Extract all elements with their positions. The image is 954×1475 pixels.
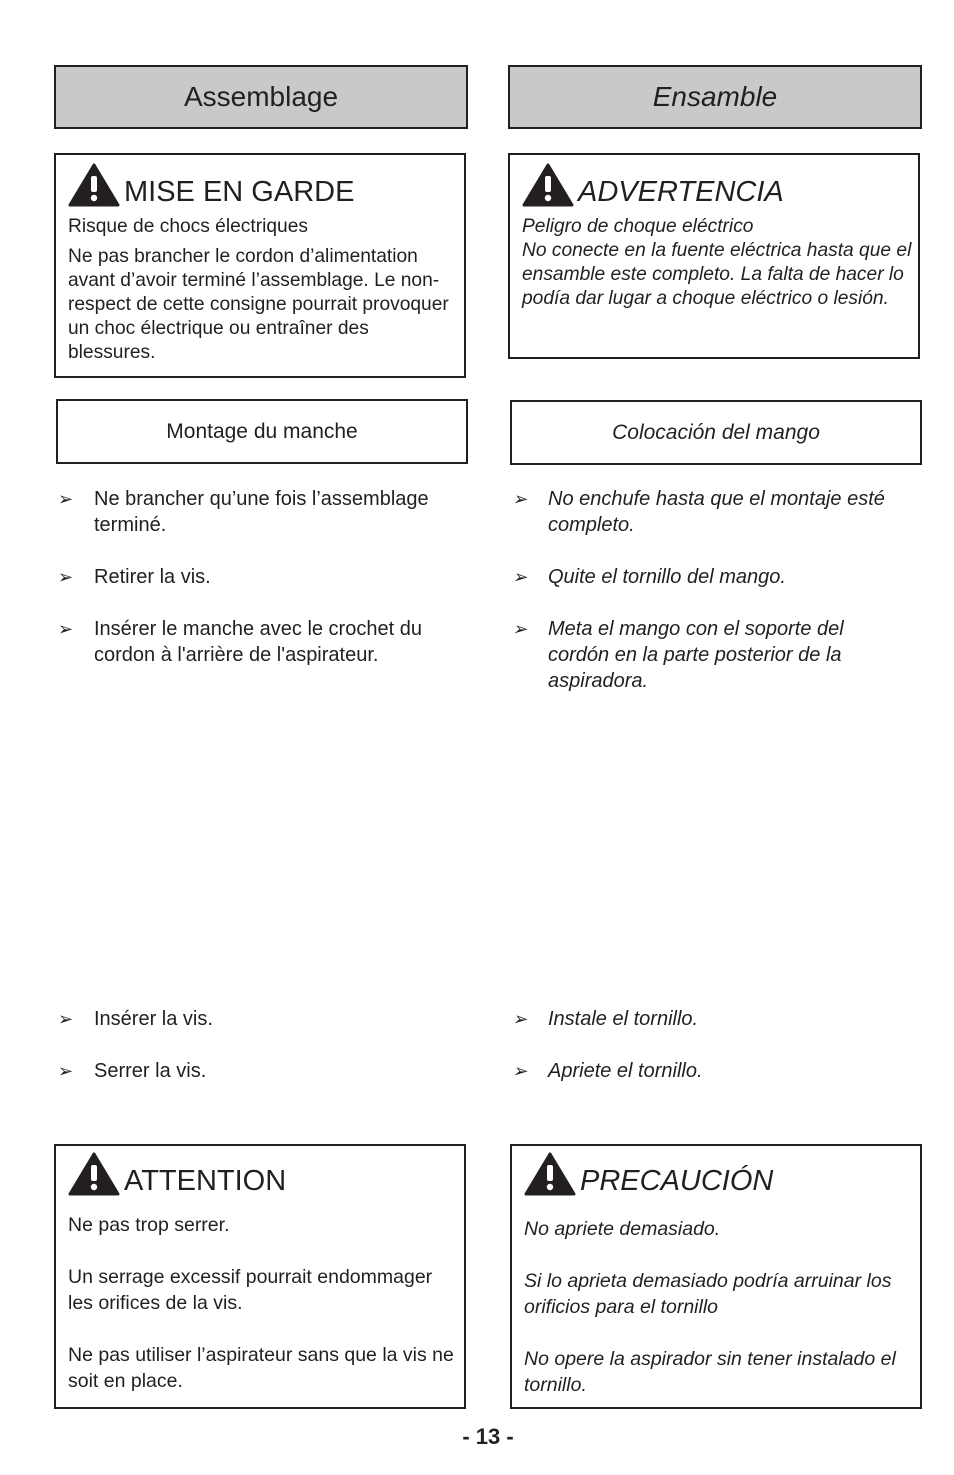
caution-line-es: Si lo aprieta demasiado podría arruinar los orificios para el tornillo [524, 1270, 892, 1318]
warning-body-fr: Ne pas brancher le cordon d’alimentation avant d’avoir terminé l’assemblage. Le non-respect de cette consigne pourrait provoquer un choc électrique ou entraîner des blessures. [68, 246, 449, 363]
bullet-arrow-icon: ➢ [512, 1009, 528, 1029]
caution-box-es [510, 1144, 922, 1409]
header-fr [54, 65, 468, 129]
header-fr-title: Assemblage [183, 81, 339, 112]
step-text: No enchufe hasta que el montaje esté completo. [548, 488, 885, 536]
warning-box-fr [54, 153, 466, 378]
caution-title-fr: ATTENTION [124, 1165, 287, 1197]
section-title-es: Colocación del mango [612, 420, 820, 444]
warning-triangle-icon [68, 1152, 120, 1196]
section-title-box-es [510, 400, 922, 465]
bullet-arrow-icon: ➢ [58, 489, 74, 509]
steps-bottom-es [510, 1006, 922, 1084]
caution-title-es: PRECAUCIÓN [580, 1165, 774, 1197]
list-item [56, 486, 468, 538]
step-text: Apriete el tornillo. [548, 1060, 703, 1082]
warning-title-es: ADVERTENCIA [578, 176, 784, 208]
caution-line-fr: Ne pas trop serrer. [68, 1214, 230, 1236]
step-text: Instale el tornillo. [548, 1008, 699, 1030]
bullet-arrow-icon: ➢ [512, 619, 528, 639]
step-text: Serrer la vis. [94, 1060, 207, 1082]
list-item [510, 1006, 922, 1032]
list-item [510, 616, 922, 694]
bullet-arrow-icon: ➢ [58, 1009, 74, 1029]
bullet-arrow-icon: ➢ [512, 489, 528, 509]
list-item [56, 1058, 468, 1084]
list-item [56, 1006, 468, 1032]
bullet-arrow-icon: ➢ [512, 1061, 528, 1081]
section-title-box-fr [56, 399, 468, 464]
step-text: Insérer le manche avec le crochet du cordon à l'arrière de l'aspirateur. [94, 618, 422, 666]
step-text: Meta el mango con el soporte del cordón en la parte posterior de la aspiradora. [548, 618, 844, 692]
warning-body-es: No conecte en la fuente eléctrica hasta que el ensamble este completo. La falta de hacer lo podía dar lugar a choque eléctrico o lesión. [522, 240, 912, 309]
warning-subtitle-es: Peligro de choque eléctrico [522, 216, 754, 237]
page-number: - 13 - [462, 1424, 514, 1449]
list-item [510, 564, 922, 590]
caution-line-es: No opere la aspirador sin tener instalado el tornillo. [524, 1348, 896, 1396]
list-item [510, 1058, 922, 1084]
bullet-arrow-icon: ➢ [58, 567, 74, 587]
bullet-arrow-icon: ➢ [58, 619, 74, 639]
warning-box-es [508, 153, 920, 359]
warning-subtitle-fr: Risque de chocs électriques [68, 216, 308, 237]
step-text: Quite el tornillo del mango. [548, 566, 786, 588]
list-item [56, 616, 468, 668]
steps-bottom-fr [56, 1006, 468, 1084]
step-text: Ne brancher qu’une fois l’assemblage terminé. [94, 488, 429, 536]
step-text: Insérer la vis. [94, 1008, 213, 1030]
list-item [510, 486, 922, 538]
warning-triangle-icon [68, 163, 120, 207]
header-es [508, 65, 922, 129]
warning-title-fr: MISE EN GARDE [124, 176, 355, 208]
warning-triangle-icon [522, 163, 574, 207]
caution-line-fr: Ne pas utiliser l’aspirateur sans que la vis ne soit en place. [68, 1344, 454, 1392]
list-item [56, 564, 468, 590]
caution-line-es: No apriete demasiado. [524, 1218, 721, 1240]
bullet-arrow-icon: ➢ [512, 567, 528, 587]
steps-top-fr [56, 486, 468, 668]
step-text: Retirer la vis. [94, 566, 211, 588]
caution-box-fr [54, 1144, 466, 1409]
bullet-arrow-icon: ➢ [58, 1061, 74, 1081]
section-title-fr: Montage du manche [166, 419, 358, 443]
steps-top-es [510, 486, 922, 694]
caution-line-fr: Un serrage excessif pourrait endommager les orifices de la vis. [68, 1266, 433, 1314]
warning-triangle-icon [524, 1152, 576, 1196]
header-es-title: Ensamble [652, 81, 778, 112]
